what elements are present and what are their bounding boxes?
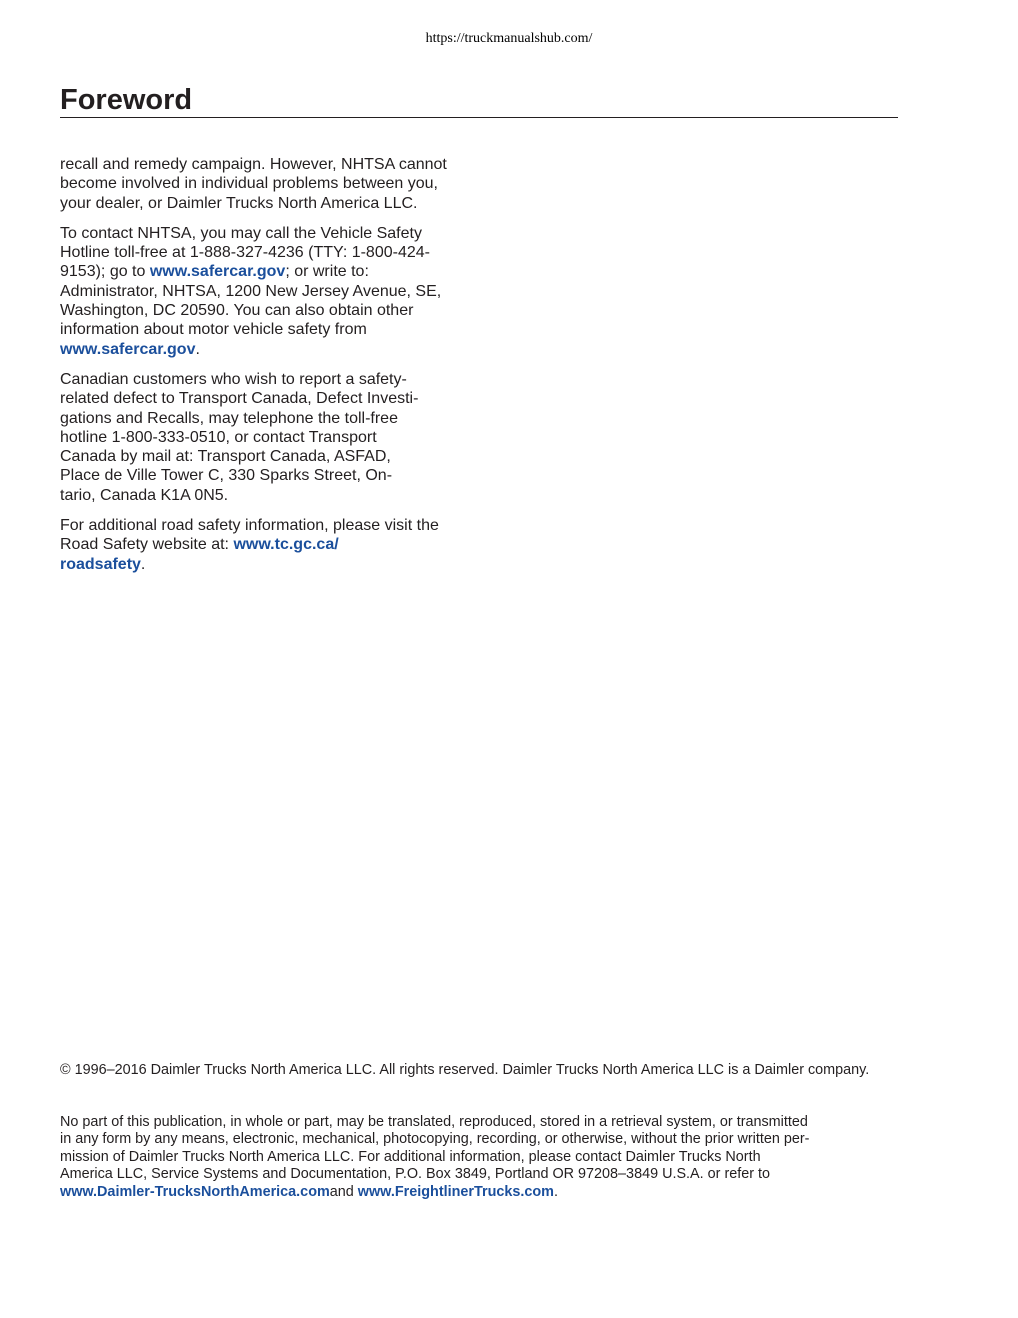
legal-line: America LLC, Service Systems and Documentation, P.O. Box 3849, Portland OR 97208–3849 U.S.A. or refer to xyxy=(60,1166,771,1183)
page-title: Foreword xyxy=(60,84,193,116)
daimler-link[interactable]: www.Daimler-TrucksNorthAmerica.com xyxy=(60,1183,330,1200)
canada-line: related defect to Transport Canada, Defect Investi- xyxy=(60,390,419,408)
canada-line: Canada by mail at: Transport Canada, ASFAD, xyxy=(60,448,391,466)
contact-text-1: To contact NHTSA, you may call the Vehicle Safety Hotline toll-free at 1-888-327-4236 (TTY: 1-800-424-9153); go to xyxy=(60,224,430,281)
road-safety-link-part2[interactable]: roadsafety xyxy=(60,555,141,573)
paragraph-nhtsa-contact xyxy=(60,224,460,359)
legal-line: No part of this publication, in whole or part, may be translated, reproduced, stored in a retrieval system, or transmitted xyxy=(60,1114,808,1130)
canada-line: Place de Ville Tower C, 330 Sparks Street, On- xyxy=(60,467,393,485)
legal-line: mission of Daimler Trucks North America LLC. For additional information, please contact Daimler Trucks North xyxy=(60,1148,761,1165)
canada-line: hotline 1-800-333-0510, or contact Transport xyxy=(60,428,377,446)
contact-text-2: ; or write to: Administrator, NHTSA, 1200 New Jersey Avenue, SE, Washington, DC 20590. You can also obtain other information about motor vehicle safety from xyxy=(60,263,442,339)
legal-notice xyxy=(60,1114,902,1201)
freightliner-link[interactable]: www.FreightlinerTrucks.com xyxy=(357,1183,554,1200)
safercar-link[interactable]: www.safercar.gov xyxy=(149,263,286,281)
legal-end: . xyxy=(553,1183,558,1200)
main-column xyxy=(60,155,460,585)
road-safety-text: For additional road safety information, please visit the Road Safety website at: xyxy=(60,517,439,554)
paragraph-road-safety xyxy=(60,516,460,574)
and-text: and xyxy=(329,1183,358,1200)
contact-text-3: . xyxy=(195,340,200,358)
road-safety-link-part1[interactable]: www.tc.gc.ca/ xyxy=(233,536,339,554)
paragraph-transport-canada xyxy=(60,370,460,505)
canada-line: Canadian customers who wish to report a safety- xyxy=(60,370,407,388)
road-safety-end: . xyxy=(140,555,146,573)
title-divider xyxy=(60,117,898,118)
canada-line: gations and Recalls, may telephone the toll-free xyxy=(60,409,398,427)
paragraph-nhtsa-recall: recall and remedy campaign. However, NHTSA cannot become involved in individual problems between you, your dealer, or Daimler Trucks North America LLC. xyxy=(60,156,447,212)
source-url: https://truckmanualshub.com/ xyxy=(425,31,593,46)
canada-line: tario, Canada K1A 0N5. xyxy=(60,486,229,504)
legal-line: in any form by any means, electronic, mechanical, photocopying, recording, or otherwise, without the prior written per- xyxy=(60,1131,810,1148)
safercar-link-2[interactable]: www.safercar.gov xyxy=(60,340,196,358)
copyright-notice: © 1996–2016 Daimler Trucks North America LLC. All rights reserved. Daimler Trucks North America LLC is a Daimler company. xyxy=(60,1062,870,1078)
